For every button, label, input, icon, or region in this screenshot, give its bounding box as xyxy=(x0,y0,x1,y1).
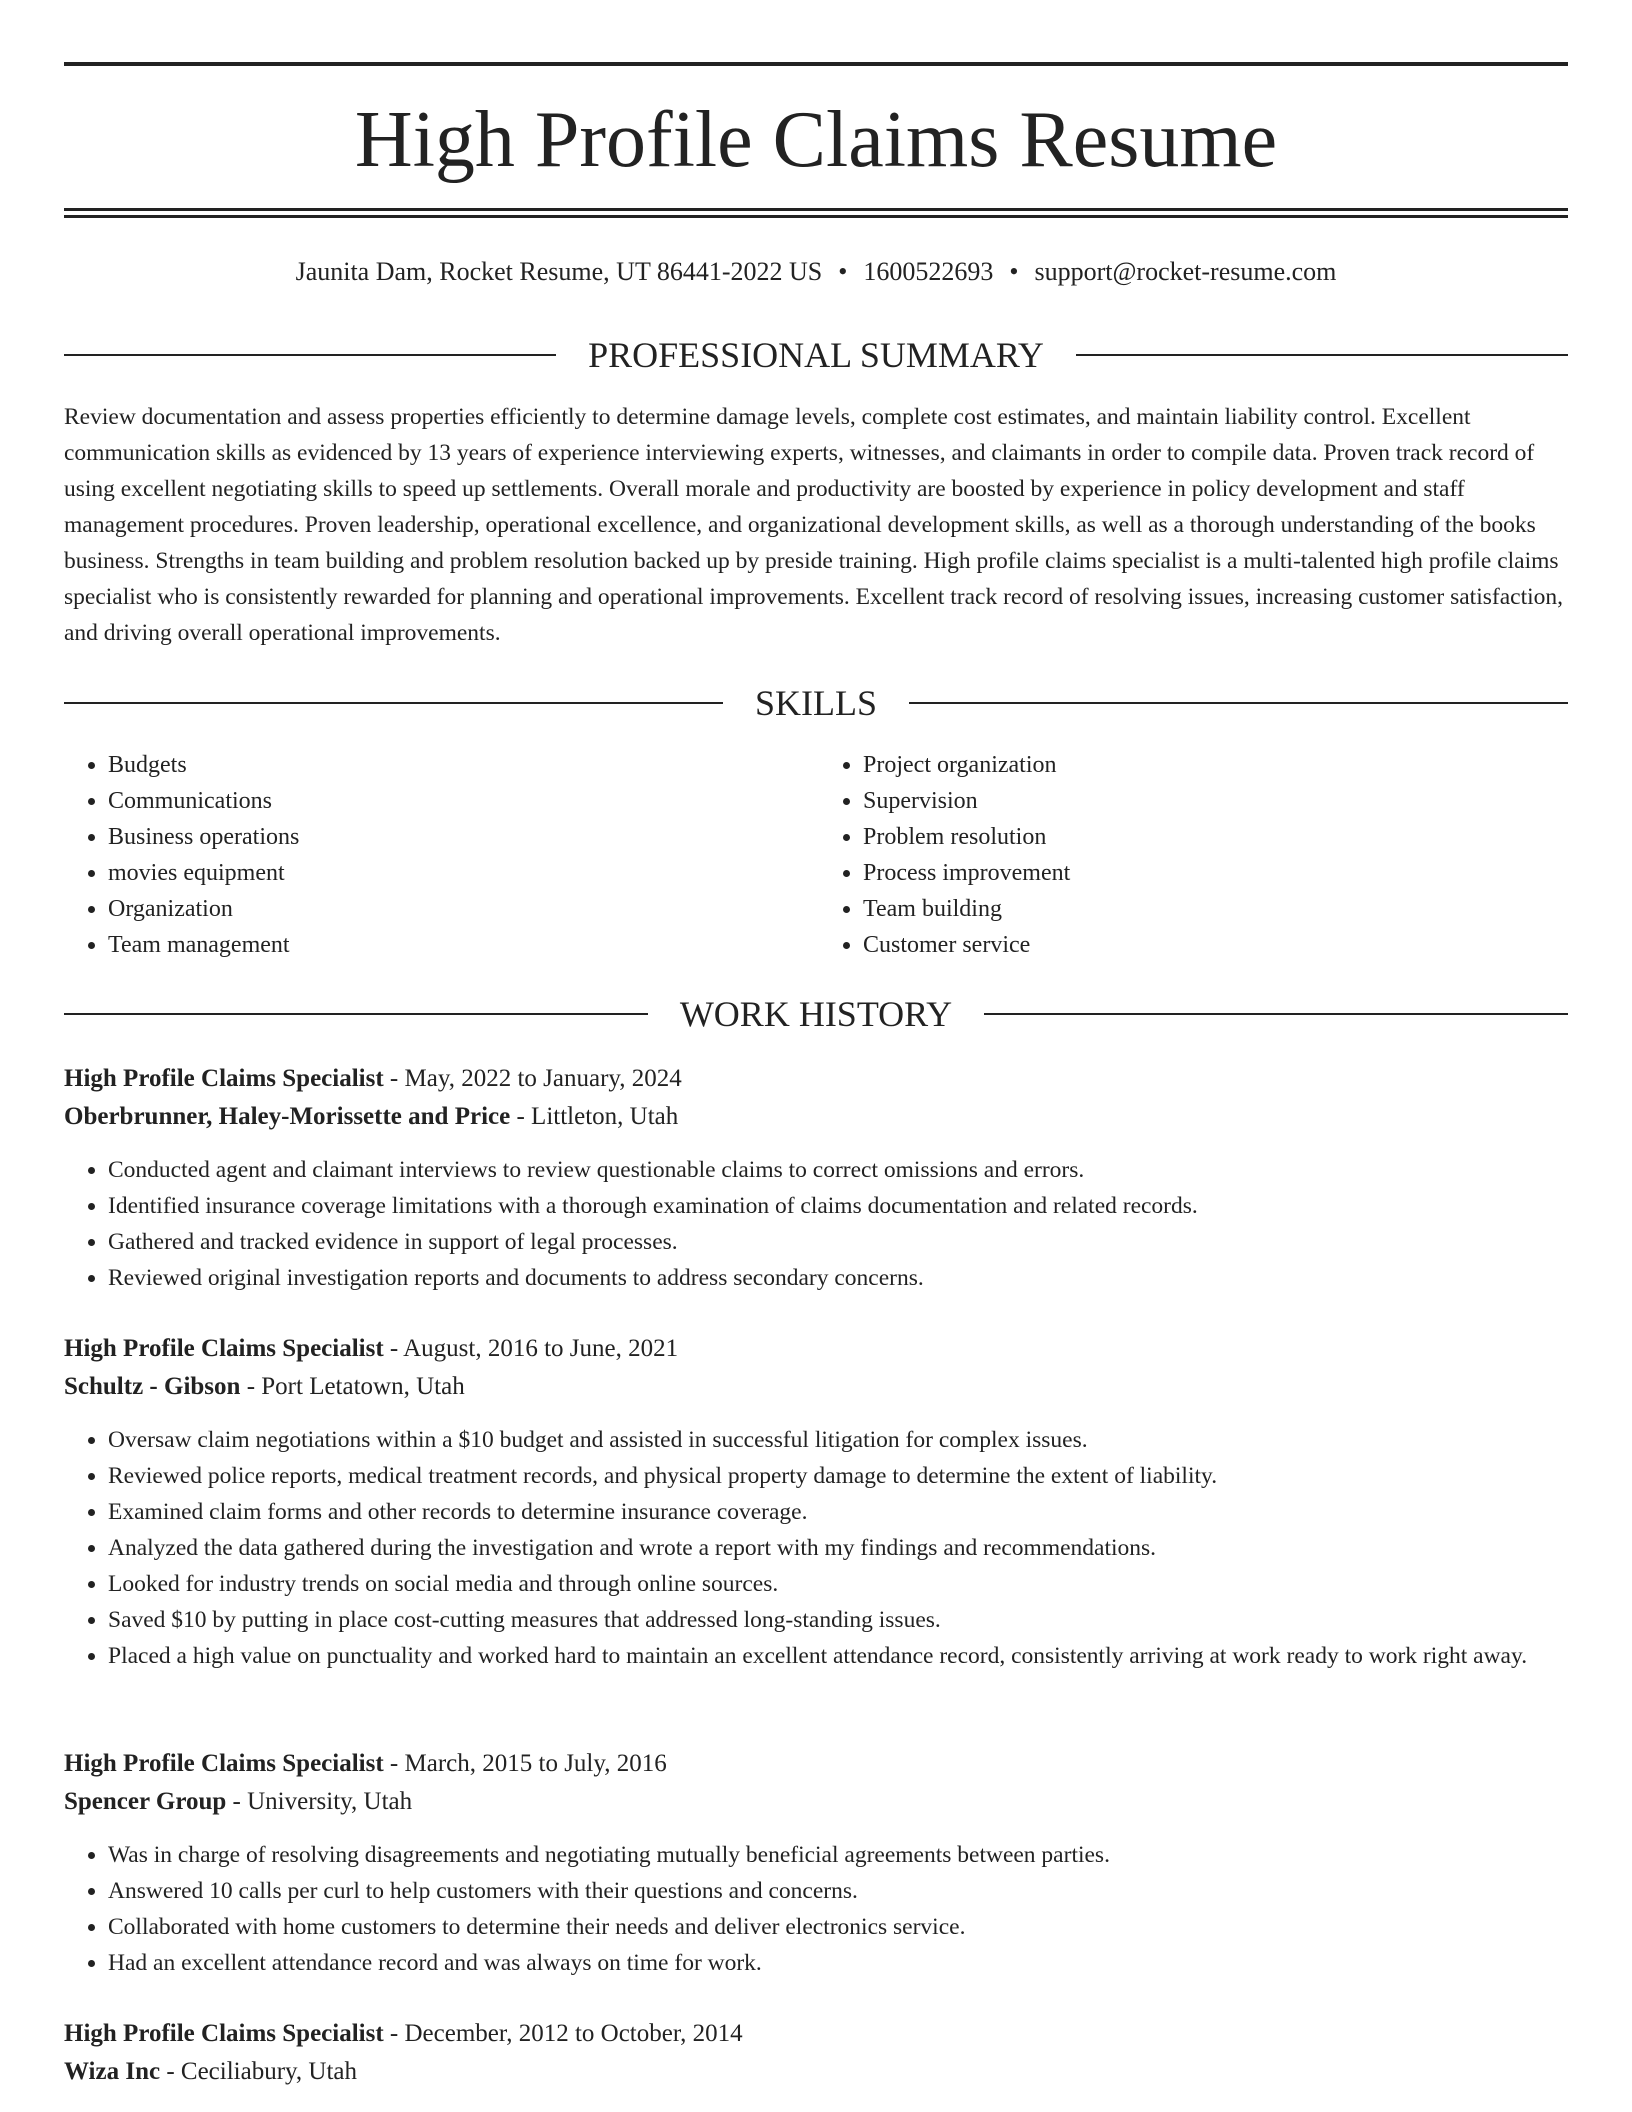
job-bullet: • Reviewed police reports, medical treatment records, and physical property damage to determine the extent of liability. xyxy=(108,1458,1568,1494)
job-bullet: • Reviewed original investigation reports and documents to address secondary concerns. xyxy=(108,1260,1568,1296)
skill-item: • Problem resolution xyxy=(863,819,1561,855)
job-bullet: • Was in charge of resolving disagreements and negotiating mutually beneficial agreements between parties. xyxy=(108,1837,1568,1873)
heading-rule xyxy=(64,702,723,704)
header-top-rule xyxy=(64,62,1568,66)
section-title: SKILLS xyxy=(755,683,878,723)
job-company: Oberbrunner, Haley-Morissette and Price xyxy=(64,1103,511,1130)
heading-rule xyxy=(64,354,556,356)
job-location: - Ceciliabury, Utah xyxy=(160,2058,358,2085)
job-entry xyxy=(64,2015,1568,2091)
job-bullet: • Conducted agent and claimant interviews to review questionable claims to correct omissions and errors. xyxy=(108,1152,1568,1188)
job-title-line xyxy=(64,1745,1568,1783)
job-entry xyxy=(64,1060,1568,1296)
job-bullet: • Saved $10 by putting in place cost-cutting measures that addressed long-standing issues. xyxy=(108,1602,1568,1638)
job-bullet: • Looked for industry trends on social media and through online sources. xyxy=(108,1566,1568,1602)
job-bullet: • Examined claim forms and other records to determine insurance coverage. xyxy=(108,1494,1568,1530)
heading-rule xyxy=(984,1013,1568,1015)
job-location: - University, Utah xyxy=(226,1788,413,1815)
job-company-line xyxy=(64,1783,1568,1821)
summary-paragraph: Review documentation and assess properties efficiently to determine damage levels, complete cost estimates, and maintain liability control. Excellent communication skills as evidenced by 13 years of experience interviewing experts, witnesses, and claimants in order to compile data. Proven track record of using excellent negotiating skills to speed up settlements. Overall morale and productivity are boosted by experience in policy development and staff management procedures. Proven leadership, operational excellence, and organizational development skills, as well as a thorough understanding of the books business. Strengths in team building and problem resolution backed up by preside training. High profile claims specialist is a multi-talented high profile claims specialist who is consistently rewarded for planning and operational improvements. Excellent track record of resolving issues, increasing customer satisfaction, and driving overall operational improvements. xyxy=(64,404,1563,646)
section-heading-summary xyxy=(64,335,1568,375)
job-bullet: • Gathered and tracked evidence in support of legal processes. xyxy=(108,1224,1568,1260)
job-bullets xyxy=(64,1422,1568,1674)
heading-rule xyxy=(909,702,1568,704)
heading-rule xyxy=(1076,354,1568,356)
section-title: PROFESSIONAL SUMMARY xyxy=(588,335,1044,375)
heading-rule xyxy=(64,1013,648,1015)
skill-item: • Budgets xyxy=(108,747,806,783)
job-title-line xyxy=(64,1060,1568,1098)
job-company-line xyxy=(64,1098,1568,1136)
job-title: High Profile Claims Specialist xyxy=(64,1335,384,1362)
job-title-line xyxy=(64,2015,1568,2053)
contact-email: support@rocket-resume.com xyxy=(1034,257,1337,286)
job-bullet: • Placed a high value on punctuality and worked hard to maintain an excellent attendance record, consistently arriving at work ready to work right away. xyxy=(108,1638,1568,1674)
section-heading-work-history xyxy=(64,994,1568,1034)
job-location: - Littleton, Utah xyxy=(510,1103,679,1130)
skills-list xyxy=(64,747,1568,963)
skill-item: • movies equipment xyxy=(108,855,806,891)
skill-item: • Communications xyxy=(108,783,806,819)
job-company-line xyxy=(64,2053,1568,2091)
job-dates: - December, 2012 to October, 2014 xyxy=(383,2020,743,2047)
job-bullets xyxy=(64,1152,1568,1296)
job-bullet: • Identified insurance coverage limitations with a thorough examination of claims documentation and related records. xyxy=(108,1188,1568,1224)
job-bullet: • Oversaw claim negotiations within a $10 budget and assisted in successful litigation for complex issues. xyxy=(108,1422,1568,1458)
section-title: WORK HISTORY xyxy=(679,994,953,1034)
contact-address: Jaunita Dam, Rocket Resume, UT 86441-2022 US xyxy=(295,257,823,286)
job-entry xyxy=(64,1745,1568,1981)
resume-title: High Profile Claims Resume xyxy=(354,96,1278,184)
skill-item: • Business operations xyxy=(108,819,806,855)
job-company: Spencer Group xyxy=(64,1788,227,1815)
skill-item: • Supervision xyxy=(863,783,1561,819)
job-dates: - March, 2015 to July, 2016 xyxy=(383,1750,667,1777)
section-heading-skills xyxy=(64,683,1568,723)
job-bullet: • Answered 10 calls per curl to help customers with their questions and concerns. xyxy=(108,1873,1568,1909)
skills-column-left xyxy=(64,747,806,963)
job-location: - Port Letatown, Utah xyxy=(240,1373,465,1400)
skill-item: • Customer service xyxy=(863,927,1561,963)
contact-separator: • xyxy=(838,257,848,286)
job-bullets xyxy=(64,1837,1568,1981)
job-title: High Profile Claims Specialist xyxy=(64,2020,384,2047)
job-title-line xyxy=(64,1330,1568,1368)
job-company-line xyxy=(64,1368,1568,1406)
skill-item: • Organization xyxy=(108,891,806,927)
job-company: Wiza Inc xyxy=(64,2058,161,2085)
job-bullet: • Analyzed the data gathered during the investigation and wrote a report with my findings and recommendations. xyxy=(108,1530,1568,1566)
job-title: High Profile Claims Specialist xyxy=(64,1065,384,1092)
contact-phone: 1600522693 xyxy=(863,257,994,286)
skill-item: • Project organization xyxy=(863,747,1561,783)
job-dates: - May, 2022 to January, 2024 xyxy=(383,1065,682,1092)
skills-column-right xyxy=(806,747,1561,963)
job-bullet: • Had an excellent attendance record and was always on time for work. xyxy=(108,1945,1568,1981)
skill-item: • Process improvement xyxy=(863,855,1561,891)
skill-item: • Team management xyxy=(108,927,806,963)
contact-separator: • xyxy=(1009,257,1019,286)
job-bullet: • Collaborated with home customers to determine their needs and deliver electronics service. xyxy=(108,1909,1568,1945)
contact-line xyxy=(64,255,1568,289)
job-title: High Profile Claims Specialist xyxy=(64,1750,384,1777)
job-entry xyxy=(64,1330,1568,1674)
header-double-rule xyxy=(64,208,1568,218)
skill-item: • Team building xyxy=(863,891,1561,927)
job-company: Schultz - Gibson xyxy=(64,1373,241,1400)
job-dates: - August, 2016 to June, 2021 xyxy=(383,1335,679,1362)
